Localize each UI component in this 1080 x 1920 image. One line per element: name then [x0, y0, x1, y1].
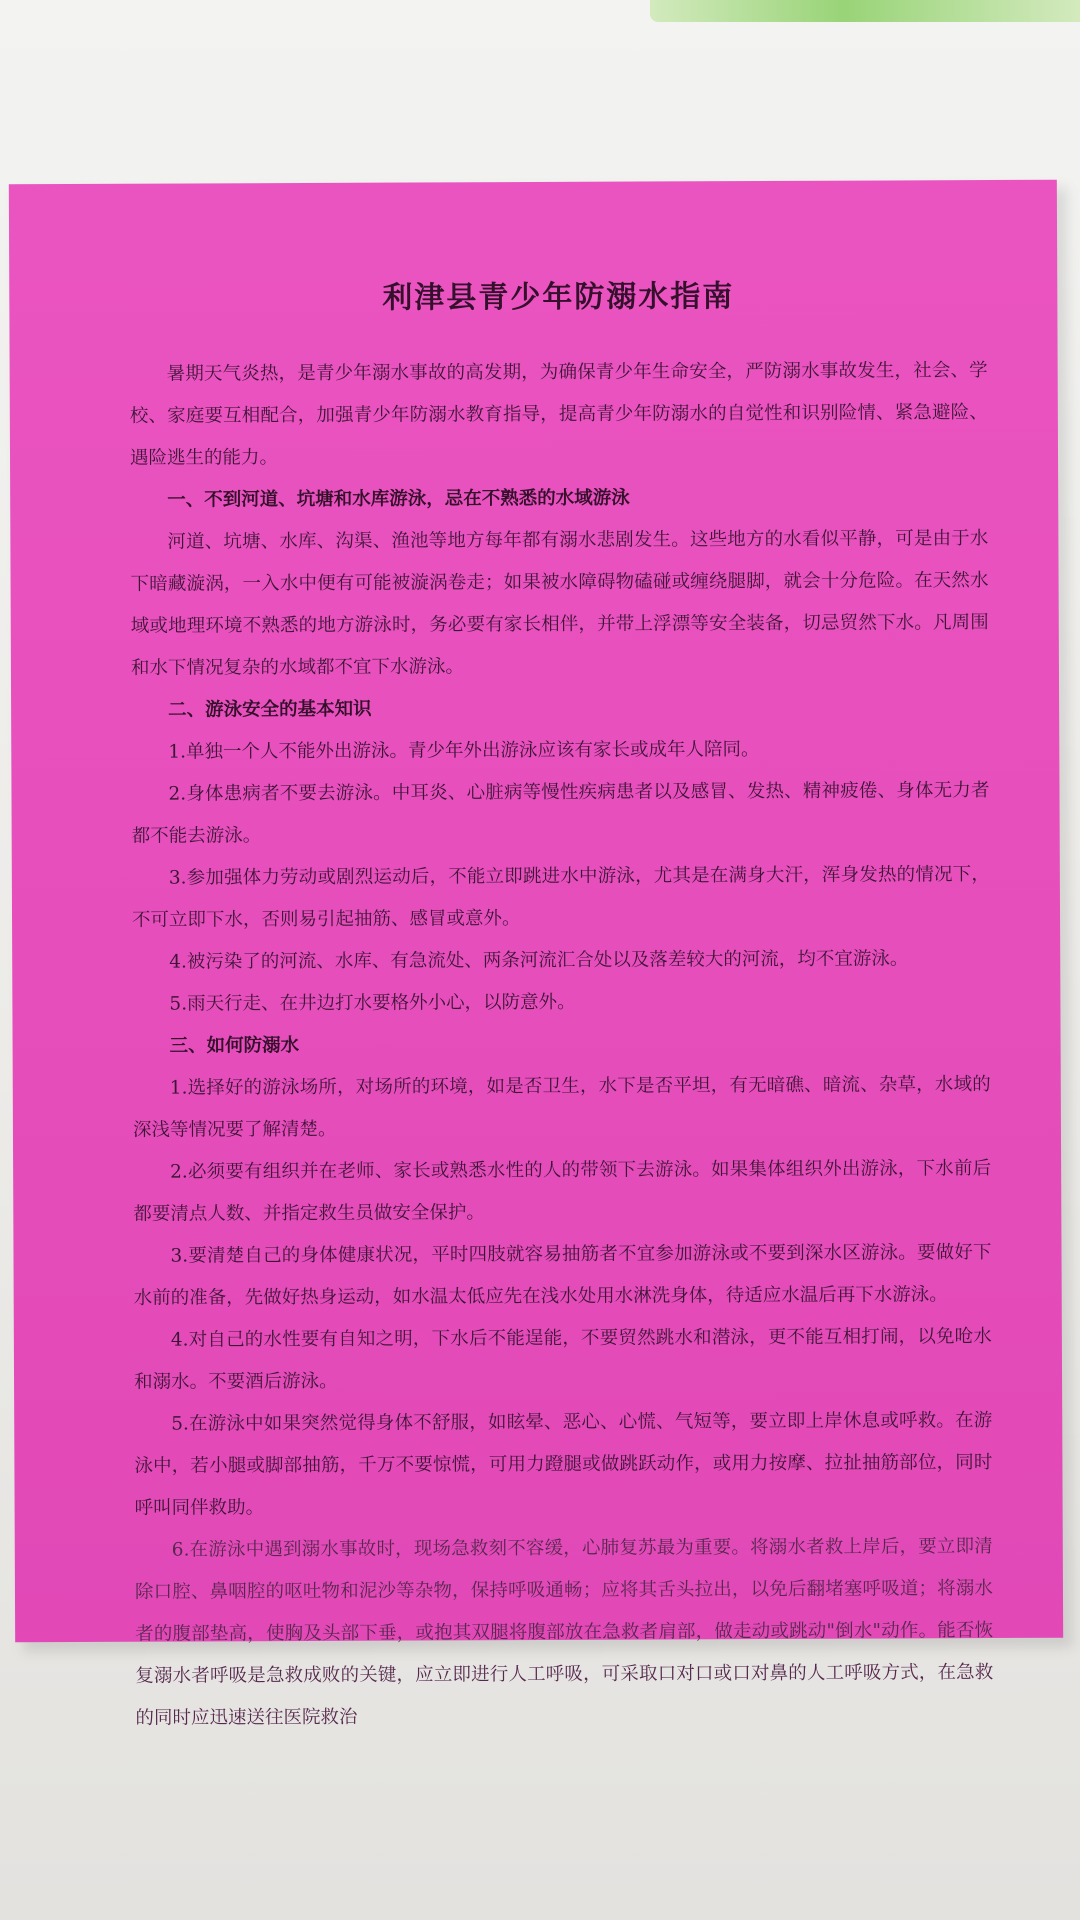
section-3-heading: 三、如何防溺水	[169, 1035, 300, 1057]
section-1-paragraph-1: 河道、坑塘、水库、沟渠、渔池等地方每年都有溺水悲剧发生。这些地方的水看似平静，可是由于水下暗藏漩涡，一入水中便有可能被漩涡卷走；如果被水障碍物磕碰或缠绕腿脚，就会十分危险。在天然水域或地理环境不熟悉的地方游泳时，务必要有家长相伴，并带上浮漂等安全装备，切忌贸然下水。凡周围和水下情况复杂的水域都不宜下水游泳。	[130, 528, 989, 679]
section-3-item-3: 3.要清楚自己的身体健康状况，平时四肢就容易抽筋者不宜参加游泳或不要到深水区游泳。要做好下水前的准备，先做好热身运动，如水温太低应先在浅水处用水淋洗身体，待适应水温后再下水游泳。	[133, 1242, 992, 1309]
section-3-item-6: 6.在游泳中遇到溺水事故时，现场急救刻不容缓，心肺复苏最为重要。将溺水者救上岸后，要立即清除口腔、鼻咽腔的呕吐物和泥沙等杂物，保持呼吸通畅；应将其舌头拉出，以免后翻堵塞呼吸道；将溺水者的腹部垫高，使胸及头部下垂，或抱其双腿将腹部放在急救者肩部，做走动或跳动"倒水"动作。能否恢复溺水者呼吸是急救成败的关键，应立即进行人工呼吸，可采取口对口或口对鼻的人工呼吸方式，在急救的同时应迅速送往医院救治	[134, 1536, 994, 1729]
pink-paper-sheet	[9, 180, 1063, 1729]
section-2-item-4: 4.被污染了的河流、水库、有急流处、两条河流汇合处以及落差较大的河流，均不宜游泳。	[169, 948, 909, 973]
section-2-item-3: 3.参加强体力劳动或剧烈运动后，不能立即跳进水中游泳，尤其是在满身大汗，浑身发热的情况下，不可立即下水，否则易引起抽筋、感冒或意外。	[131, 864, 990, 931]
section-2-item-2: 2.身体患病者不要去游泳。中耳炎、心脏病等慢性疾病患者以及感冒、发热、精神疲倦、身体无力者都不能去游泳。	[131, 780, 990, 847]
corner-object	[650, 0, 1080, 22]
section-2-item-1: 1.单独一个人不能外出游泳。青少年外出游泳应该有家长或成年人陪同。	[168, 739, 760, 763]
section-1-heading: 一、不到河道、坑塘和水库游泳，忌在不熟悉的水域游泳	[167, 487, 630, 511]
section-2-item-5: 5.雨天行走、在井边打水要格外小心，以防意外。	[169, 991, 576, 1015]
document-title: 利津县青少年防溺水指南	[382, 279, 735, 316]
section-2-heading: 二、游泳安全的基本知识	[168, 698, 372, 721]
intro-paragraph: 暑期天气炎热，是青少年溺水事故的高发期，为确保青少年生命安全，严防溺水事故发生，社会、学校、家庭要互相配合，加强青少年防溺水教育指导，提高青少年防溺水的自觉性和识别险情、紧急避险、遇险逃生的能力。	[129, 360, 988, 469]
section-3-item-5: 5.在游泳中如果突然觉得身体不舒服，如眩晕、恶心、心慌、气短等，要立即上岸休息或呼救。在游泳中，若小腿或脚部抽筋，千万不要惊慌，可用力蹬腿或做跳跃动作，或用力按摩、拉扯抽筋部位，同时呼叫同伴救助。	[134, 1410, 993, 1519]
section-3-item-2: 2.必须要有组织并在老师、家长或熟悉水性的人的带领下去游泳。如果集体组织外出游泳，下水前后都要清点人数、并指定救生员做安全保护。	[133, 1158, 992, 1225]
section-3-item-4: 4.对自己的水性要有自知之明，下水后不能逞能，不要贸然跳水和潜泳，更不能互相打闹，以免呛水和溺水。不要酒后游泳。	[134, 1326, 992, 1393]
section-3-item-1: 1.选择好的游泳场所，对场所的环境，如是否卫生，水下是否平坦，有无暗礁、暗流、杂草，水域的深浅等情况要了解清楚。	[132, 1074, 991, 1141]
